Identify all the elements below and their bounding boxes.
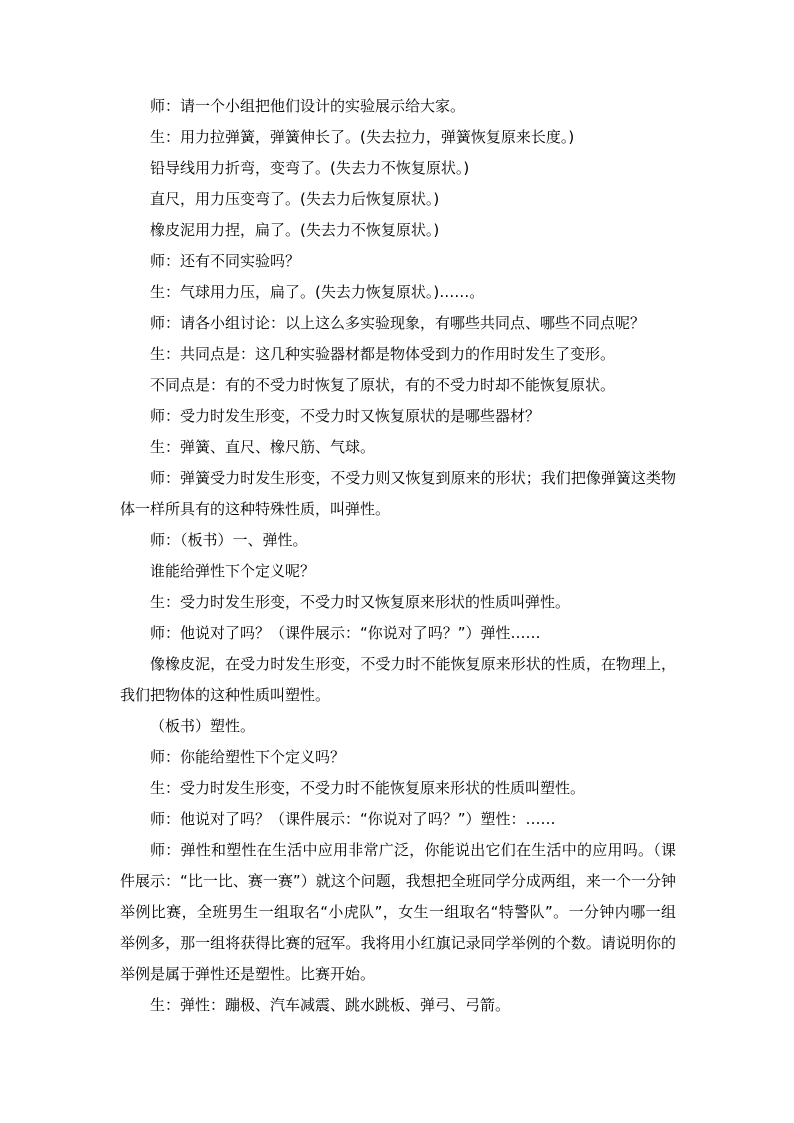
paragraph: 师：你能给塑性下个定义吗？ <box>150 748 346 766</box>
paragraph: 师：还有不同实验吗？ <box>150 252 301 270</box>
paragraph: 师：（板书）一、弹性。 <box>150 531 308 549</box>
paragraph: 生：用力拉弹簧，弹簧伸长了。(失去拉力，弹簧恢复原来长度。) <box>150 128 575 146</box>
paragraph: 师：他说对了吗？（课件展示：“你说对了吗？”）弹性…… <box>150 624 541 642</box>
paragraph: 师：受力时发生形变，不受力时又恢复原状的是哪些器材？ <box>150 407 541 425</box>
paragraph: 铅导线用力折弯，变弯了。(失去力不恢复原状。) <box>150 159 470 177</box>
paragraph: 直尺，用力压变弯了。(失去力后恢复原状。) <box>150 190 440 208</box>
paragraph: 生：弹簧、直尺、橡尺筋、气球。 <box>150 438 376 456</box>
paragraph: 师：弹性和塑性在生活中应用非常广泛，你能说出它们在生活中的应用吗。（课件展示：“比一比、赛一赛”）就这个问题，我想把全班同学分成两组，来一个一分钟举例比赛，全班男生一组取名“小虎队”，女生一组取名“特警队”。一分钟内哪一组举例多，那一组将获得比赛的冠军。我将用小红旗记录同学举例的个数。请说明你的举例是属于弹性还是塑性。比赛开始。 <box>120 841 676 983</box>
paragraph: 生：受力时发生形变，不受力时不能恢复原来形状的性质叫塑性。 <box>150 779 586 797</box>
paragraph: 不同点是：有的不受力时恢复了原状，有的不受力时却不能恢复原状。 <box>150 376 616 394</box>
paragraph: 生：气球用力压，扁了。(失去力恢复原状。)……。 <box>150 283 485 301</box>
paragraph: 师：弹簧受力时发生形变，不受力则又恢复到原来的形状；我们把像弹簧这类物体一样所具有的这种特殊性质，叫弹性。 <box>120 469 676 518</box>
paragraph: 像橡皮泥，在受力时发生形变，不受力时不能恢复原来形状的性质，在物理上，我们把物体的这种性质叫塑性。 <box>120 655 676 704</box>
paragraph: 橡皮泥用力捏，扁了。(失去力不恢复原状。) <box>150 221 440 239</box>
paragraph: 生：受力时发生形变，不受力时又恢复原来形状的性质叫弹性。 <box>150 593 571 611</box>
paragraph: 师：请一个小组把他们设计的实验展示给大家。 <box>150 97 466 115</box>
paragraph: 谁能给弹性下个定义呢？ <box>150 562 316 580</box>
paragraph: 生：弹性：蹦极、汽车减震、跳水跳板、弹弓、弓箭。 <box>150 996 511 1014</box>
paragraph: 师：他说对了吗？（课件展示：“你说对了吗？”）塑性：…… <box>150 810 556 828</box>
paragraph: 生：共同点是：这几种实验器材都是物体受到力的作用时发生了变形。 <box>150 345 616 363</box>
document-body <box>120 91 676 1021</box>
paragraph: （板书）塑性。 <box>150 717 256 735</box>
paragraph: 师：请各小组讨论：以上这么多实验现象，有哪些共同点、哪些不同点呢？ <box>150 314 646 332</box>
